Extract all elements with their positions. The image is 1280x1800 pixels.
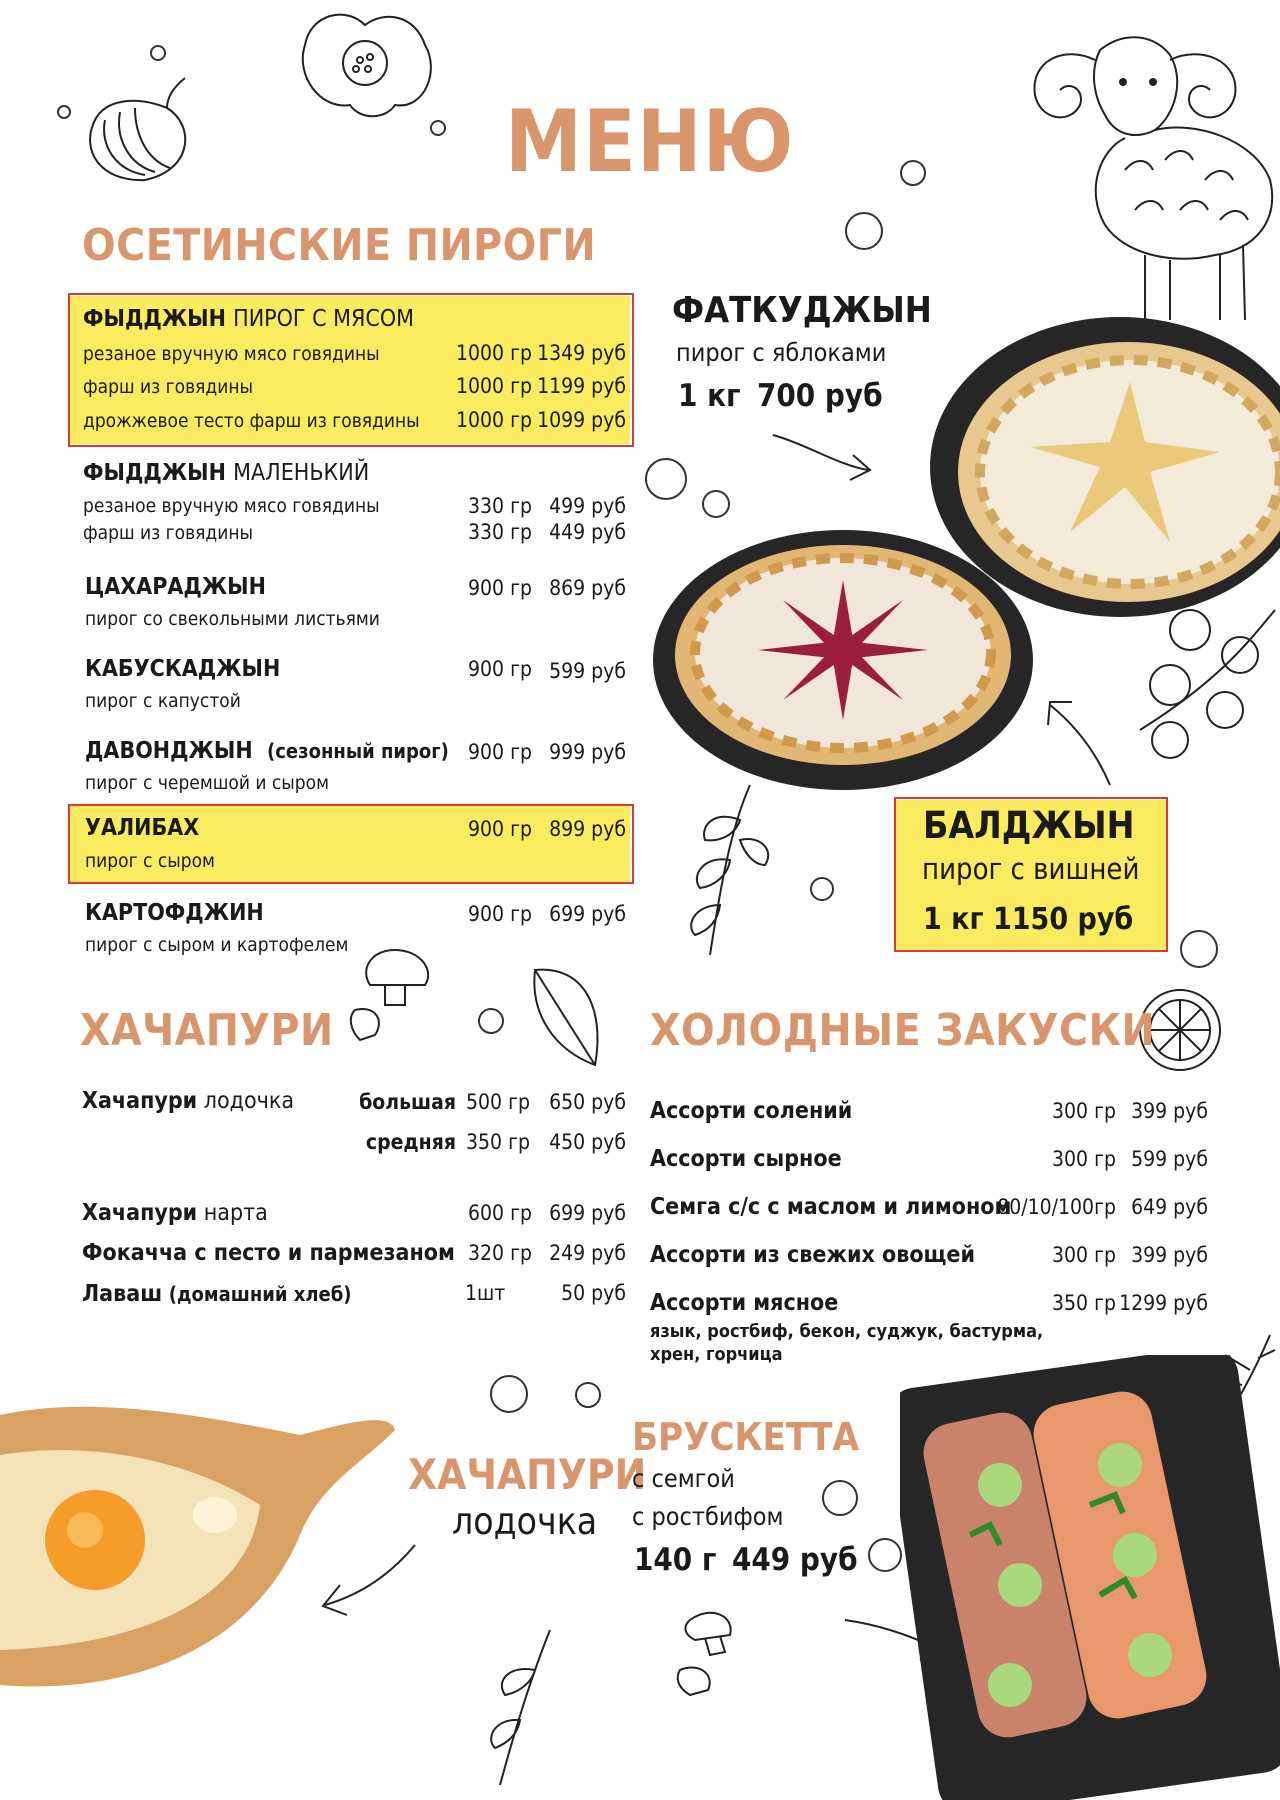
pie-price: 869 руб: [549, 576, 626, 600]
leaf-sketch-icon: [525, 960, 605, 1070]
bottom-herb-sketch-icon: [460, 1620, 570, 1790]
pie-price: 699 руб: [549, 902, 626, 926]
khachapuri-item-price: 249 руб: [549, 1241, 626, 1265]
bruschetta-title: БРУСКЕТТА: [632, 1415, 859, 1459]
pepper-sketch-icon: [290, 5, 440, 125]
baldzhyn-name: БАЛДЖЫН: [923, 804, 1135, 847]
fatkudzhyn-name: ФАТКУДЖЫН: [672, 290, 932, 331]
bubble-decoration: [822, 1480, 858, 1516]
pie-price: 999 руб: [549, 740, 626, 764]
fydzhyn-small-row-weight: 330 гр: [468, 494, 532, 518]
arrow-to-baldzhyn-icon: [1040, 690, 1120, 790]
khachapuri-item-price: 50 руб: [561, 1281, 626, 1305]
cold-item-weight: 80/10/100гр: [997, 1195, 1116, 1219]
baldzhyn-desc: пирог с вишней: [922, 852, 1140, 886]
cold-item-weight: 300 гр: [1052, 1147, 1116, 1171]
bubble-decoration: [430, 120, 446, 136]
pie-name: УАЛИБАХ: [85, 815, 200, 841]
khachapuri-lodochka-title: Хачапури лодочка: [82, 1088, 295, 1114]
promo-khachapuri-sub: лодочка: [452, 1500, 598, 1543]
khachapuri-item-weight: 320 гр: [468, 1241, 532, 1265]
bruschetta-weight: 140 г: [634, 1542, 717, 1578]
cold-item-price: 399 руб: [1131, 1243, 1208, 1267]
pies-heading: ОСЕТИНСКИЕ ПИРОГИ: [82, 220, 597, 271]
onion-sketch-icon: [75, 70, 205, 190]
bubble-decoration: [1180, 930, 1218, 968]
herb-sketch-icon: [660, 780, 790, 960]
fydzhyn-small-row-price: 499 руб: [549, 494, 626, 518]
fydzhyn-row-weight: 1000 гр: [456, 374, 532, 398]
fydzhyn-small-row-desc: резаное вручную мясо говядины: [83, 495, 380, 517]
arrow-to-fatkudzhyn-icon: [768, 425, 878, 485]
fydzhyn-row-desc: резаное вручную мясо говядины: [83, 343, 380, 365]
fatkudzhyn-desc: пирог с яблоками: [676, 338, 887, 367]
khachapuri-item-weight: 1шт: [465, 1281, 506, 1305]
cold-item-name: Ассорти из свежих овощей: [650, 1242, 975, 1268]
fydzhyn-small-row-desc: фарш из говядины: [83, 522, 254, 544]
khachapuri-size-label: средняя: [365, 1130, 456, 1154]
bubble-decoration: [702, 490, 730, 518]
fydzhyn-title: ФЫДДЖЫН ПИРОГ С МЯСОМ: [83, 306, 414, 332]
cold-item-price: 399 руб: [1131, 1099, 1208, 1123]
bubble-decoration: [900, 160, 926, 186]
fydzhyn-small-title: ФЫДДЖЫН МАЛЕНЬКИЙ: [83, 460, 370, 486]
promo-khachapuri-title: ХАЧАПУРИ: [408, 1450, 647, 1499]
khachapuri-size-weight: 350 гр: [466, 1130, 530, 1154]
bubble-decoration: [57, 105, 71, 119]
pie-name: КАБУСКАДЖЫН: [85, 656, 281, 682]
bruschetta-line: с ростбифом: [632, 1502, 784, 1531]
pie-weight: 900 гр: [468, 817, 532, 841]
cold-item-name: Ассорти мясное: [650, 1290, 839, 1316]
fatkudzhyn-weight: 1 кг: [678, 378, 741, 414]
pie-name: КАРТОФДЖИН: [85, 900, 264, 926]
fydzhyn-small-row-weight: 330 гр: [468, 520, 532, 544]
pie-name: ДАВОНДЖЫН (сезонный пирог): [85, 738, 449, 764]
fydzhyn-row-weight: 1000 гр: [456, 341, 532, 365]
mushroom-sketch-icon: [340, 945, 450, 1055]
khachapuri-size-price: 450 руб: [549, 1130, 626, 1154]
bruschetta-line: с семгой: [632, 1464, 735, 1493]
khachapuri-item-name: Фокачча с песто и пармезаном: [82, 1240, 455, 1266]
bubble-decoration: [810, 877, 834, 901]
khachapuri-item-price: 699 руб: [549, 1201, 626, 1225]
meat-note-line: хрен, горчица: [650, 1344, 783, 1365]
ram-sketch-icon: [1005, 20, 1280, 320]
baldzhyn-photo: [648, 525, 1038, 795]
pie-price: 599 руб: [549, 659, 626, 683]
cold-heading: ХОЛОДНЫЕ ЗАКУСКИ: [650, 1005, 1156, 1056]
bruschetta-photo: [900, 1355, 1280, 1800]
bubble-decoration: [150, 45, 166, 61]
pie-desc: пирог с сыром: [85, 850, 215, 872]
khachapuri-item-name: Хачапури нарта: [82, 1200, 268, 1226]
khachapuri-item-name: Лаваш (домашний хлеб): [82, 1281, 352, 1307]
khachapuri-size-weight: 500 гр: [466, 1090, 530, 1114]
bruschetta-price: 449 руб: [732, 1542, 858, 1578]
cold-item-weight: 300 гр: [1052, 1243, 1116, 1267]
cold-item-weight: 350 гр: [1052, 1291, 1116, 1315]
pie-desc: пирог с капустой: [85, 690, 241, 712]
pie-price: 899 руб: [549, 817, 626, 841]
bubble-decoration: [575, 1382, 601, 1408]
fydzhyn-row-weight: 1000 гр: [456, 408, 532, 432]
fydzhyn-row-price: 1349 руб: [537, 341, 626, 365]
cold-item-name: Семга с/с с маслом и лимоном: [650, 1194, 1012, 1220]
bubble-decoration: [868, 1538, 902, 1572]
menu-title: МЕНЮ: [505, 92, 795, 192]
pie-desc: пирог с черемшой и сыром: [85, 772, 329, 794]
cold-item-weight: 300 гр: [1052, 1099, 1116, 1123]
pie-desc: пирог с сыром и картофелем: [85, 934, 349, 956]
cold-item-price: 599 руб: [1131, 1147, 1208, 1171]
pie-weight: 900 гр: [468, 576, 532, 600]
fydzhyn-row-price: 1099 руб: [537, 408, 626, 432]
cold-item-price: 1299 руб: [1119, 1291, 1208, 1315]
bubble-decoration: [845, 212, 883, 250]
khachapuri-size-price: 650 руб: [549, 1090, 626, 1114]
khachapuri-heading: ХАЧАПУРИ: [80, 1005, 334, 1056]
pie-weight: 900 гр: [468, 740, 532, 764]
meat-note-line: язык, ростбиф, бекон, суджук, бастурма,: [650, 1321, 1044, 1342]
khachapuri-item-weight: 600 гр: [468, 1201, 532, 1225]
cold-item-name: Ассорти солений: [650, 1098, 853, 1124]
bubble-decoration: [478, 1008, 504, 1034]
khachapuri-size-label: большая: [359, 1090, 456, 1114]
fydzhyn-small-row-price: 449 руб: [549, 520, 626, 544]
khachapuri-photo: [0, 1395, 400, 1695]
fydzhyn-row-desc: фарш из говядины: [83, 376, 254, 398]
fydzhyn-row-desc: дрожжевое тесто фарш из говядины: [83, 410, 420, 432]
pie-name: ЦАХАРАДЖЫН: [85, 574, 266, 600]
baldzhyn-weight: 1 кг: [923, 902, 984, 937]
bubble-decoration: [490, 1375, 528, 1413]
bubble-decoration: [645, 458, 687, 500]
baldzhyn-price: 1150 руб: [993, 902, 1134, 937]
fydzhyn-row-price: 1199 руб: [537, 374, 626, 398]
fatkudzhyn-price: 700 руб: [757, 378, 883, 414]
pie-weight: 900 гр: [468, 657, 532, 681]
cold-item-price: 649 руб: [1131, 1195, 1208, 1219]
pie-weight: 900 гр: [468, 902, 532, 926]
cold-item-name: Ассорти сырное: [650, 1146, 842, 1172]
bottom-mushroom-sketch-icon: [670, 1600, 780, 1710]
pie-desc: пирог со свекольными листьями: [85, 608, 380, 630]
